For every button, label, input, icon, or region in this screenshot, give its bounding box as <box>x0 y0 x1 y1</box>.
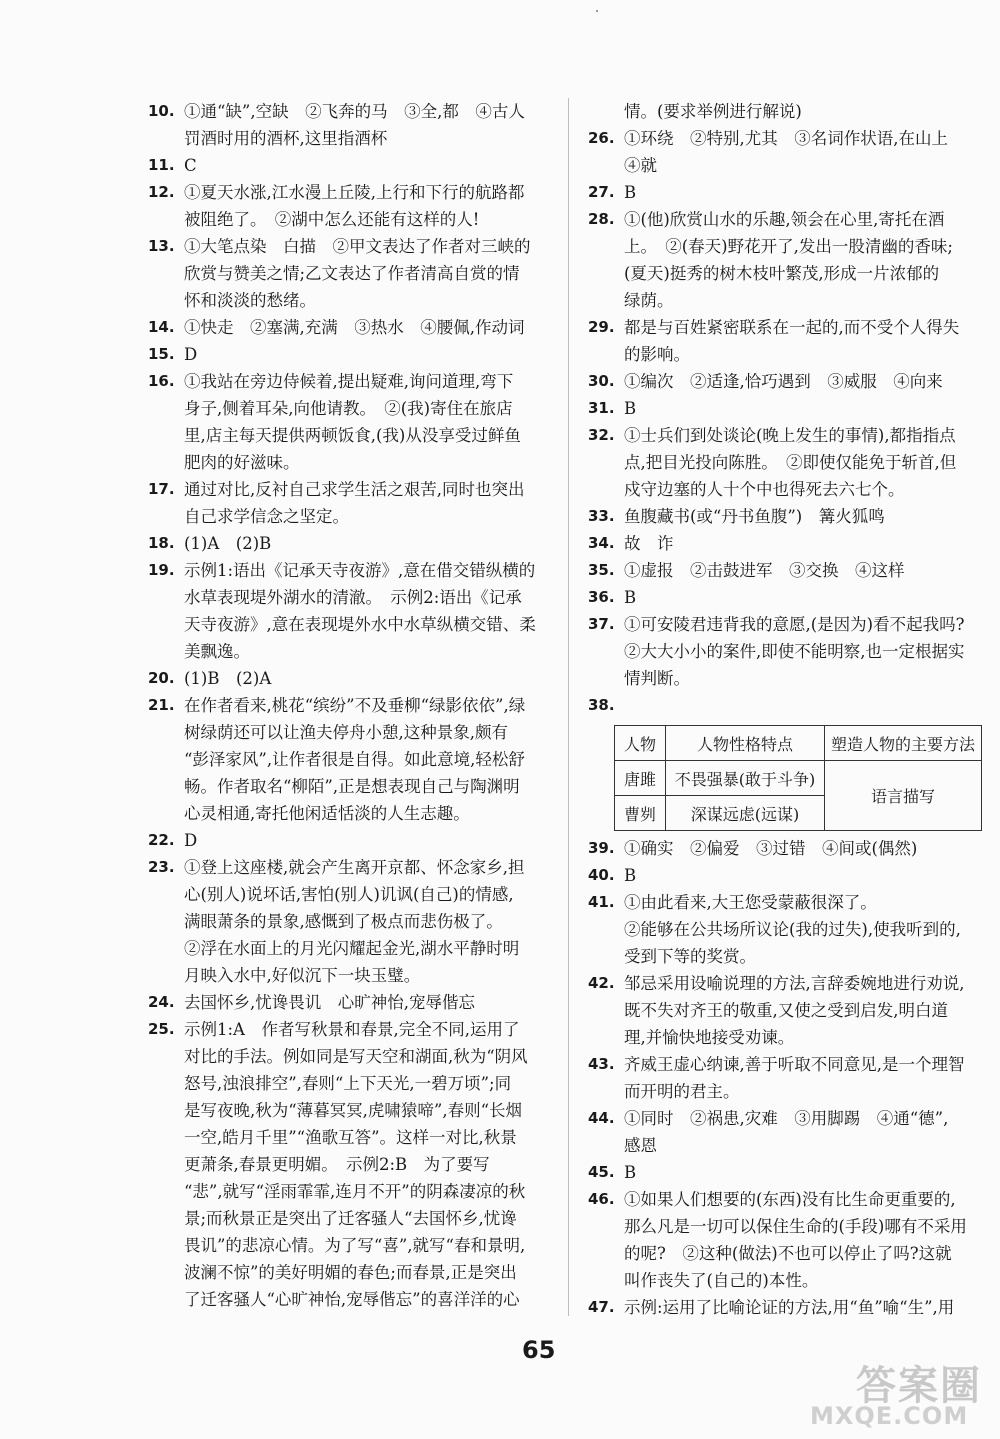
answer-text-line: 鱼腹藏书(或“丹书鱼腹”) 篝火狐鸣 <box>624 507 885 526</box>
answer-text-line: 点,把目光投向陈胜。 ②即使仅能免于斩首,但 <box>624 453 957 472</box>
answer-item <box>588 503 980 530</box>
answer-text-line: 绿荫。 <box>624 291 674 310</box>
watermark-url: MXQE.COM <box>810 1402 969 1430</box>
table-cell-person: 唐雎 <box>615 761 666 796</box>
answer-text-line: 更萧条,春景更明媚。 示例2:B 为了要写 <box>184 1155 490 1174</box>
table-header-cell: 人物 <box>615 726 666 761</box>
answer-text-line: ①快走 ②塞满,充满 ③热水 ④腰佩,作动词 <box>184 318 525 337</box>
answer-text-line: 美飘逸。 <box>184 642 250 661</box>
answer-number: 38. <box>588 696 615 714</box>
answer-text-line: “彭泽家风”,让作者很是自得。如此意境,轻松舒 <box>184 750 525 769</box>
answer-item <box>148 692 550 827</box>
answer-item <box>148 179 550 233</box>
answer-item <box>588 179 980 206</box>
scan-speck <box>596 10 598 12</box>
answer-number: 31. <box>588 399 615 417</box>
answer-number: 42. <box>588 974 615 992</box>
answer-text-line: ①通“缺”,空缺 ②飞奔的马 ③全,都 ④古人 <box>184 102 525 121</box>
answer-number: 44. <box>588 1109 615 1127</box>
table-cell-trait: 不畏强暴(敢于斗争) <box>666 761 825 796</box>
page-number: 65 <box>522 1336 556 1364</box>
answer-number: 10. <box>148 102 175 120</box>
answer-text-line: (夏天)挺秀的树木枝叶繁茂,形成一片浓郁的 <box>624 264 940 283</box>
answer-text-line: B <box>624 866 637 885</box>
answer-text-line: 里,店主每天提供两顿饭食,(我)从没享受过鲜鱼 <box>184 426 521 445</box>
answer-text-line: ①环绕 ②特别,尤其 ③名词作状语,在山上 <box>624 129 948 148</box>
answer-text-line: (1)A (2)B <box>184 534 272 553</box>
answer-text-line: 而开明的君主。 <box>624 1082 740 1101</box>
answer-number: 27. <box>588 183 615 201</box>
answer-text-line: 怒号,浊浪排空”,春则“上下天光,一碧万顷”;同 <box>184 1074 512 1093</box>
answer-text-line: 自己求学信念之坚定。 <box>184 507 349 526</box>
answer-item <box>588 835 980 862</box>
answer-number: 18. <box>148 534 175 552</box>
answer-text-line: 一空,皓月千里”“渔歌互答”。这样一对比,秋景 <box>184 1128 517 1147</box>
answer-text-line: ①确实 ②偏爱 ③过错 ④间或(偶然) <box>624 839 918 858</box>
answer-item <box>588 206 980 314</box>
answer-number: 47. <box>588 1298 615 1316</box>
answer-item <box>148 854 550 989</box>
answer-text-line: ②能够在公共场所议论(我的过失),使我听到的, <box>624 920 961 939</box>
answer-text-line: B <box>624 1163 637 1182</box>
answer-number: 30. <box>588 372 615 390</box>
answer-text-line: D <box>184 831 198 850</box>
answer-text-line: ①大笔点染 白描 ②甲文表达了作者对三峡的 <box>184 237 531 256</box>
answer-number: 33. <box>588 507 615 525</box>
answer-item <box>148 314 550 341</box>
answer-number: 34. <box>588 534 615 552</box>
right-column-top <box>588 98 980 719</box>
answer-text-line: 心(别人)说坏话,害怕(别人)讥讽(自己)的情感, <box>184 885 514 904</box>
answer-text-line: ①如果人们想要的(东西)没有比生命更重要的, <box>624 1190 956 1209</box>
answer-text-line: 示例:运用了比喻论证的方法,用“鱼”喻“生”,用 <box>624 1298 955 1317</box>
answer-text-line: “悲”,就写“淫雨霏霏,连月不开”的阴森凄凉的秋 <box>184 1182 526 1201</box>
answer-text-line: 邹忌采用设喻说理的方法,言辞委婉地进行劝说, <box>624 974 965 993</box>
answer-text-line: 对比的手法。例如同是写天空和湖面,秋为“阴风 <box>184 1047 528 1066</box>
answer-item <box>588 889 980 970</box>
answer-item <box>588 1294 980 1321</box>
answer-text-line: 理,并愉快地接受劝谏。 <box>624 1028 795 1047</box>
answer-item <box>588 584 980 611</box>
answer-number: 20. <box>148 669 175 687</box>
answer-text-line <box>624 692 980 719</box>
answer-text-line: 畏讥”的悲凉心情。为了写“喜”,就写“春和景明, <box>184 1236 526 1255</box>
table-cell-method: 语言描写 <box>825 761 982 831</box>
answer-text-line: 叫作丧失了(自己的)本性。 <box>624 1271 819 1290</box>
answer-text-line: 是写夜晚,秋为“薄暮冥冥,虎啸猿啼”,春则“长烟 <box>184 1101 523 1120</box>
answer-number: 29. <box>588 318 615 336</box>
answer-text-line: D <box>184 345 198 364</box>
answer-item <box>588 314 980 368</box>
table-row <box>615 761 982 796</box>
answer-number: 40. <box>588 866 615 884</box>
answer-item <box>588 862 980 889</box>
answer-text-line: 了迁客骚人“心旷神怡,宠辱偕忘”的喜洋洋的心 <box>184 1290 520 1309</box>
answer-item <box>148 368 550 476</box>
answer-text-line: ①可安陵君违背我的意愿,(是因为)看不起我吗? <box>624 615 965 634</box>
answer-text-line: 月映入水中,好似沉下一块玉璧。 <box>184 966 421 985</box>
answer-number: 45. <box>588 1163 615 1181</box>
answer-text-line: 怀和淡淡的愁绪。 <box>184 291 316 310</box>
answer-text-line: ②大大小小的案件,即使不能明察,也一定根据实 <box>624 642 965 661</box>
answer-text-line: 齐威王虚心纳谏,善于听取不同意见,是一个理智 <box>624 1055 965 1074</box>
answer-text-line: (1)B (2)A <box>184 669 272 688</box>
answer-number: 36. <box>588 588 615 606</box>
answer-item <box>148 557 550 665</box>
answer-item <box>148 530 550 557</box>
answer-item <box>588 395 980 422</box>
answer-number: 16. <box>148 372 175 390</box>
answer-text-line: 去国怀乡,忧谗畏讥 心旷神怡,宠辱偕忘 <box>184 993 475 1012</box>
answer-number: 11. <box>148 156 175 174</box>
answer-text-line: 的影响。 <box>624 345 690 364</box>
answer-number: 12. <box>148 183 175 201</box>
answer-text-line: ①同时 ②祸患,灾难 ③用脚踢 ④通“德”, <box>624 1109 949 1128</box>
answer-number: 39. <box>588 839 615 857</box>
answer-text-line: 既不失对齐王的敬重,又使之受到启发,明白道 <box>624 1001 948 1020</box>
answer-number: 24. <box>148 993 175 1011</box>
answer-number: 32. <box>588 426 615 444</box>
answer-text-line: 景;而秋景正是突出了迁客骚人“去国怀乡,忧谗 <box>184 1209 517 1228</box>
answer-text-line: ①我站在旁边侍候着,提出疑难,询问道理,弯下 <box>184 372 514 391</box>
answer-text-line: B <box>624 183 637 202</box>
answer-38-table <box>614 725 982 831</box>
answer-number: 43. <box>588 1055 615 1073</box>
answer-item <box>148 152 550 179</box>
answer-number: 14. <box>148 318 175 336</box>
answer-text-line: 身子,侧着耳朵,向他请教。 ②(我)寄住在旅店 <box>184 399 513 418</box>
answer-text-line: ①编次 ②适逢,恰巧遇到 ③威服 ④向来 <box>624 372 943 391</box>
answer-number: 28. <box>588 210 615 228</box>
table-header-row <box>615 726 982 761</box>
answer-text-line: 被阻绝了。 ②湖中怎么还能有这样的人! <box>184 210 480 229</box>
answer-item <box>588 1105 980 1159</box>
answer-text-line: 示例1:语出《记承天寺夜游》,意在借交错纵横的 <box>184 561 536 580</box>
answer-text-line: ①夏天水涨,江水漫上丘陵,上行和下行的航路都 <box>184 183 525 202</box>
answer-text-line: 受到下等的奖赏。 <box>624 947 756 966</box>
left-column <box>148 98 550 1313</box>
answer-item <box>588 611 980 692</box>
answer-text-line: B <box>624 399 637 418</box>
answer-item <box>588 422 980 503</box>
answer-38-table-wrap <box>614 725 980 831</box>
answer-text-line: ①(他)欣赏山水的乐趣,领会在心里,寄托在酒 <box>624 210 945 229</box>
answer-number: 13. <box>148 237 175 255</box>
answer-number: 35. <box>588 561 615 579</box>
answer-text-line: 罚酒时用的酒杯,这里指酒杯 <box>184 129 388 148</box>
answer-number: 23. <box>148 858 175 876</box>
table-header-cell: 塑造人物的主要方法 <box>825 726 982 761</box>
answer-text-line: 在作者看来,桃花“缤纷”不及垂柳“绿影依依”,绿 <box>184 696 526 715</box>
answer-item <box>148 989 550 1016</box>
answer-item <box>148 827 550 854</box>
answer-text-line: 那么凡是一切可以保住生命的(手段)哪有不采用 <box>624 1217 967 1236</box>
answer-number: 15. <box>148 345 175 363</box>
table-header-cell: 人物性格特点 <box>666 726 825 761</box>
answer-number: 46. <box>588 1190 615 1208</box>
answer-item <box>588 125 980 179</box>
answer-number: 41. <box>588 893 615 911</box>
answer-text-line: 戍守边塞的人十个中也得死去六七个。 <box>624 480 905 499</box>
answer-item <box>588 530 980 557</box>
answer-item <box>148 341 550 368</box>
answer-item <box>148 476 550 530</box>
answer-text-line: 示例1:A 作者写秋景和春景,完全不同,运用了 <box>184 1020 520 1039</box>
answer-number: 26. <box>588 129 615 147</box>
answer-text-line: 情。(要求举例进行解说) <box>624 102 802 121</box>
answer-text-line: 树绿荫还可以让渔夫停舟小憩,这种景象,颇有 <box>184 723 508 742</box>
answer-item <box>588 557 980 584</box>
answer-item <box>588 98 980 125</box>
answer-number: 17. <box>148 480 175 498</box>
table-cell-trait: 深谋远虑(远谋) <box>666 796 825 831</box>
answer-number: 21. <box>148 696 175 714</box>
answer-item <box>588 1159 980 1186</box>
answer-item <box>148 665 550 692</box>
answer-text-line: ①登上这座楼,就会产生离开京都、怀念家乡,担 <box>184 858 525 877</box>
answer-text-line: 欣赏与赞美之情;乙文表达了作者清高自赏的情 <box>184 264 520 283</box>
answer-text-line: 上。 ②(春天)野花开了,发出一股清幽的香味; <box>624 237 953 256</box>
answer-text-line: ②浮在水面上的月光闪耀起金光,湖水平静时明 <box>184 939 520 958</box>
answer-number: 22. <box>148 831 175 849</box>
answer-number: 19. <box>148 561 175 579</box>
answer-text-line: C <box>184 156 197 175</box>
answer-text-line: 畅。作者取名“柳陌”,正是想表现自己与陶渊明 <box>184 777 520 796</box>
answer-item <box>148 1016 550 1313</box>
answer-text-line: 水草表现堤外湖水的清澈。 示例2:语出《记承 <box>184 588 522 607</box>
right-column-bottom <box>588 835 980 1321</box>
column-divider <box>568 98 569 1316</box>
answer-number: 25. <box>148 1020 175 1038</box>
answer-text-line: 肥肉的好滋味。 <box>184 453 300 472</box>
answer-text-line: 情判断。 <box>624 669 690 688</box>
right-column <box>588 98 980 1321</box>
answer-text-line: 故 诈 <box>624 534 674 553</box>
watermark-logo: 答案圈 <box>856 1363 982 1409</box>
table-cell-person: 曹刿 <box>615 796 666 831</box>
answer-text-line: ①士兵们到处谈论(晚上发生的事情),都指指点 <box>624 426 956 445</box>
answer-item <box>588 970 980 1051</box>
answer-text-line: B <box>624 588 637 607</box>
answer-text-line: 的呢? ②这种(做法)不也可以停止了吗?这就 <box>624 1244 952 1263</box>
answer-text-line: 通过对比,反衬自己求学生活之艰苦,同时也突出 <box>184 480 525 499</box>
answer-text-line: 感恩 <box>624 1136 657 1155</box>
answer-number: 37. <box>588 615 615 633</box>
answer-text-line: 天寺夜游》,意在表现堤外水中水草纵横交错、柔 <box>184 615 536 634</box>
answer-text-line: ①虚报 ②击鼓进军 ③交换 ④这样 <box>624 561 905 580</box>
answer-item <box>148 233 550 314</box>
answer-text-line: 都是与百姓紧密联系在一起的,而不受个人得失 <box>624 318 960 337</box>
answer-text-line: 心灵相通,寄托他闲适恬淡的人生志趣。 <box>184 804 470 823</box>
answer-text-line: ④就 <box>624 156 657 175</box>
answer-item <box>588 1051 980 1105</box>
answer-text-line: 满眼萧条的景象,感慨到了极点而悲伤极了。 <box>184 912 503 931</box>
answer-item <box>148 98 550 152</box>
answer-item <box>588 692 980 719</box>
answer-text-line: ①由此看来,大王您受蒙蔽很深了。 <box>624 893 877 912</box>
answer-text-line: 波澜不惊”的美好明媚的春色;而春景,正是突出 <box>184 1263 517 1282</box>
answer-item <box>588 368 980 395</box>
answer-item <box>588 1186 980 1294</box>
